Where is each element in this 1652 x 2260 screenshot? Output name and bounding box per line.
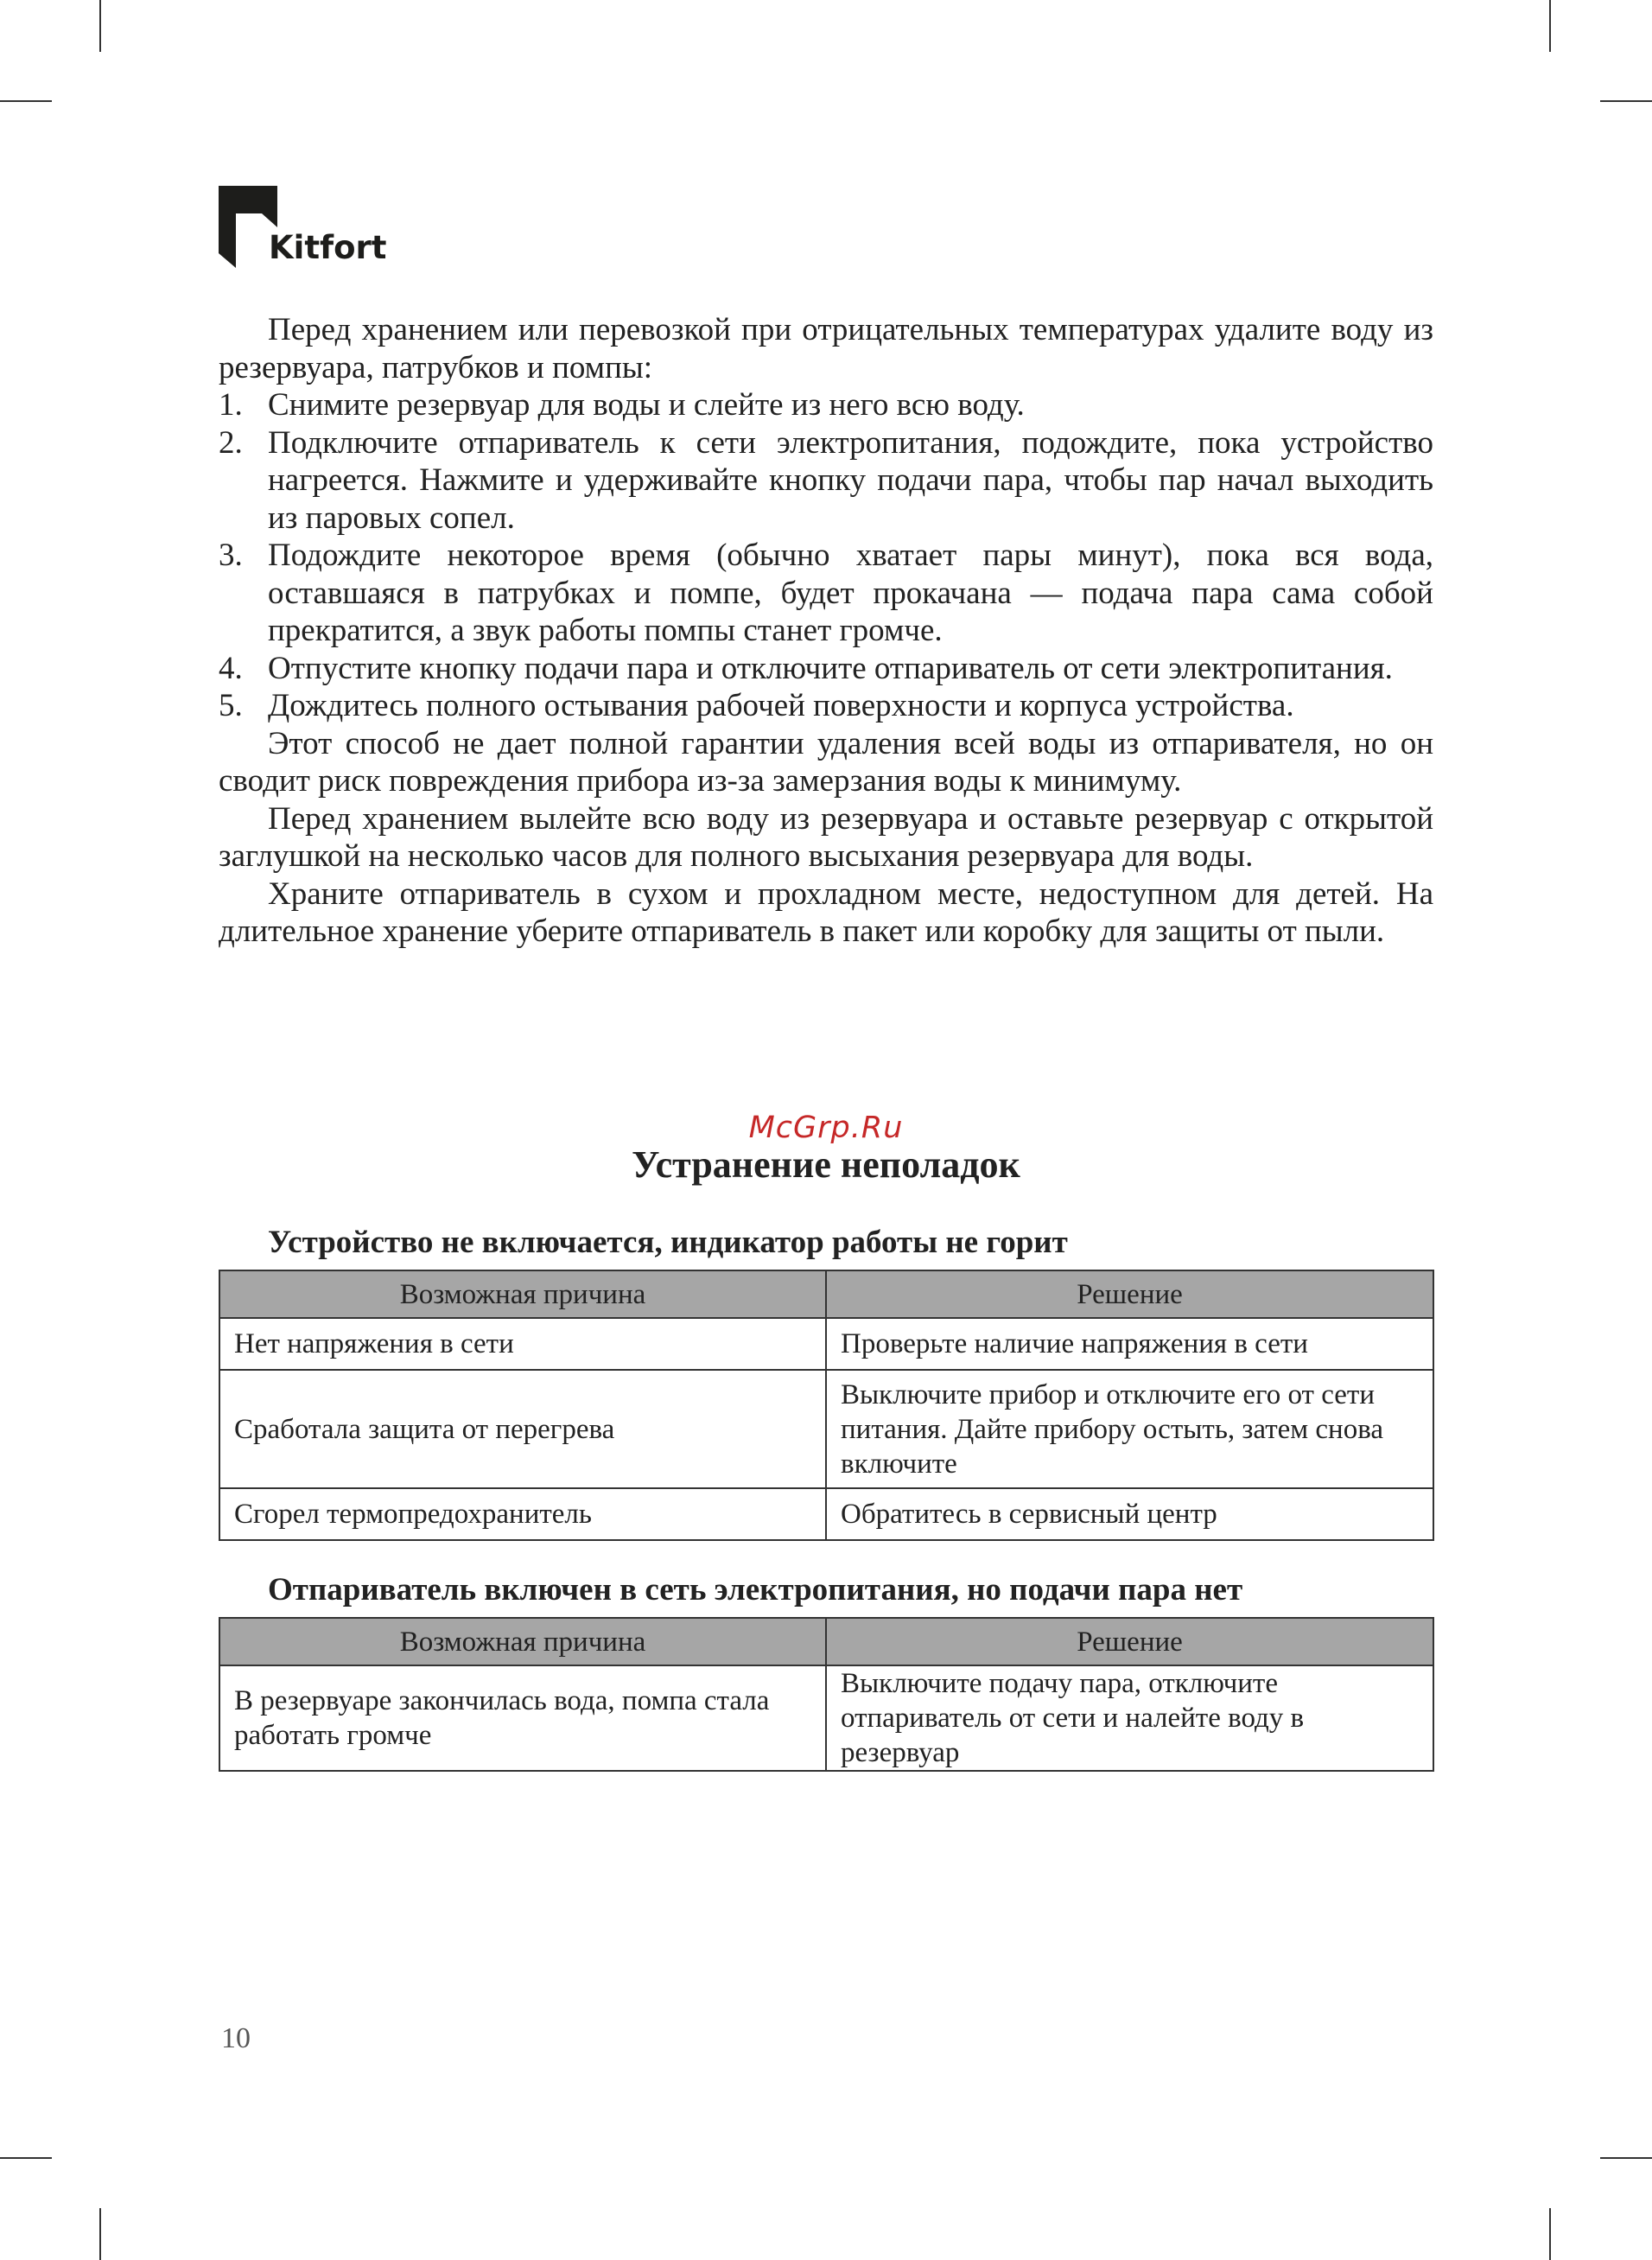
table2-title: Отпариватель включен в сеть электропитания, но подачи пара нет — [268, 1572, 1243, 1607]
solution-cell: Обратитесь в сервисный центр — [826, 1488, 1433, 1540]
step-text: Подождите некоторое время (обычно хватает пары минут), пока вся вода, оставшаяся в патрубках и помпе, будет прокачана — подача пара сама собой прекратится, а звук работы помпы станет громче. — [268, 538, 1433, 648]
step-number: 2. — [219, 424, 243, 461]
intro-paragraph: Перед хранением или перевозкой при отрицательных температурах удалите воду из резервуара, патрубков и помпы: — [219, 312, 1433, 385]
solution-cell: Выключите прибор и отключите его от сети питания. Дайте прибору остыть, затем снова включите — [826, 1370, 1433, 1488]
header-cause: Возможная причина — [219, 1270, 826, 1318]
crop-mark — [99, 2208, 101, 2260]
brand-logo — [219, 186, 391, 272]
crop-mark — [99, 0, 101, 52]
crop-mark — [0, 2157, 52, 2159]
crop-mark — [0, 100, 52, 102]
cause-cell: Сгорел термопредохранитель — [219, 1488, 826, 1540]
step-text: Отпустите кнопку подачи пара и отключите отпариватель от сети электропитания. — [268, 650, 1393, 686]
storage-instructions — [219, 311, 1433, 951]
step-number: 5. — [219, 688, 243, 723]
drain-paragraph: Перед хранением вылейте всю воду из резервуара и оставьте резервуар с открытой заглушкой на несколько часов для полного высыхания резервуара для воды. — [219, 800, 1433, 874]
header-solution: Решение — [826, 1270, 1433, 1318]
step-number: 1. — [219, 387, 243, 423]
table-header-row — [219, 1618, 1433, 1665]
list-item — [219, 386, 1433, 424]
step-number: 3. — [219, 538, 243, 573]
crop-mark — [1600, 2157, 1652, 2159]
storage-paragraph: Храните отпариватель в сухом и прохладном месте, недоступном для детей. На длительное хранение уберите отпариватель в пакет или коробку для защиты от пыли. — [219, 875, 1433, 949]
table-row — [219, 1318, 1433, 1370]
cause-cell: Сработала защита от перегрева — [219, 1370, 826, 1488]
cause-cell: В резервуаре закончилась вода, помпа стала работать громче — [219, 1665, 826, 1771]
table-header-row — [219, 1270, 1433, 1318]
list-item — [219, 687, 1433, 725]
troubleshooting-table-2 — [219, 1617, 1434, 1772]
step-text: Снимите резервуар для воды и слейте из него всю воду. — [268, 387, 1025, 423]
list-item — [219, 650, 1433, 688]
guarantee-paragraph: Этот способ не дает полной гарантии удаления всей воды из отпаривателя, но он сводит риск повреждения прибора из-за замерзания воды к минимуму. — [219, 725, 1433, 799]
steps-list — [219, 386, 1433, 725]
table-row — [219, 1488, 1433, 1540]
step-text: Подключите отпариватель к сети электропитания, подождите, пока устройство нагреется. Нажмите и удерживайте кнопку подачи пара, чтобы пар начал выходить из паровых сопел. — [268, 424, 1433, 536]
header-solution: Решение — [826, 1618, 1433, 1665]
cause-cell: Нет напряжения в сети — [219, 1318, 826, 1370]
list-item — [219, 424, 1433, 538]
solution-cell: Выключите подачу пара, отключите отпариватель от сети и налейте воду в резервуар — [826, 1665, 1433, 1771]
crop-mark — [1549, 2208, 1551, 2260]
crop-mark — [1549, 0, 1551, 52]
table1-title: Устройство не включается, индикатор работы не горит — [268, 1225, 1068, 1260]
table-row — [219, 1370, 1433, 1488]
crop-mark — [1600, 100, 1652, 102]
section-title: Устранение неполадок — [632, 1143, 1020, 1186]
header-cause: Возможная причина — [219, 1618, 826, 1665]
solution-cell: Проверьте наличие напряжения в сети — [826, 1318, 1433, 1370]
troubleshooting-table-1 — [219, 1270, 1434, 1541]
brand-name: Kitfort — [269, 229, 387, 266]
step-text: Дождитесь полного остывания рабочей поверхности и корпуса устройства. — [268, 688, 1294, 723]
step-number: 4. — [219, 650, 243, 686]
list-item — [219, 537, 1433, 650]
table-row — [219, 1665, 1433, 1771]
page-number: 10 — [221, 2022, 251, 2054]
watermark: McGrp.Ru — [748, 1111, 904, 1145]
